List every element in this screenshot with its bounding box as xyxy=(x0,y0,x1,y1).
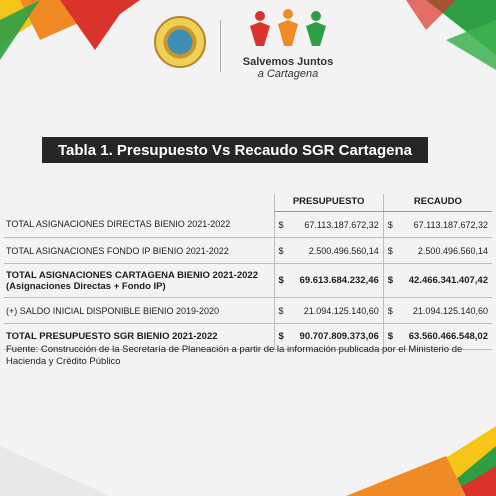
bottom-right-decoration xyxy=(326,426,496,496)
source-note: Fuente: Construcción de la Secretaría de Planeación a partir de la información publicada por el Ministerio de Hacienda y Crédito Público xyxy=(6,344,463,367)
recaudo-value: 63.560.466.548,02 xyxy=(397,324,492,350)
currency-symbol: $ xyxy=(383,298,397,324)
table-row xyxy=(4,212,492,238)
people-figures-icon xyxy=(244,6,334,54)
table-row xyxy=(4,264,492,298)
table-row xyxy=(4,298,492,324)
currency-symbol: $ xyxy=(274,264,288,298)
currency-symbol: $ xyxy=(383,238,397,264)
currency-symbol: $ xyxy=(383,324,397,350)
presupuesto-value: 2.500.496.560,14 xyxy=(288,238,383,264)
recaudo-value: 21.094.125.140,60 xyxy=(397,298,492,324)
table-header-row xyxy=(4,194,492,212)
top-right-decoration xyxy=(386,0,496,70)
logo-divider xyxy=(220,20,221,72)
cartagena-seal-icon xyxy=(154,16,206,68)
currency-symbol: $ xyxy=(274,212,288,238)
brand-name: Salvemos Juntos xyxy=(242,56,334,68)
presupuesto-value: 69.613.684.232,46 xyxy=(288,264,383,298)
row-label-group xyxy=(4,264,274,298)
column-header-presupuesto: PRESUPUESTO xyxy=(274,194,383,212)
table-title: Tabla 1. Presupuesto Vs Recaudo SGR Cartagena xyxy=(42,137,428,163)
header-blank xyxy=(4,194,274,212)
presupuesto-value: 90.707.809.373,06 xyxy=(288,324,383,350)
row-label: (+) SALDO INICIAL DISPONIBLE BIENIO 2019-2020 xyxy=(4,298,274,324)
row-label: TOTAL ASIGNACIONES FONDO IP BIENIO 2021-2022 xyxy=(4,238,274,264)
recaudo-value: 2.500.496.560,14 xyxy=(397,238,492,264)
recaudo-value: 42.466.341.407,42 xyxy=(397,264,492,298)
top-left-decoration xyxy=(0,0,140,60)
bottom-left-decoration xyxy=(0,426,120,496)
column-header-recaudo: RECAUDO xyxy=(383,194,492,212)
table-row xyxy=(4,238,492,264)
recaudo-value: 67.113.187.672,32 xyxy=(397,212,492,238)
presupuesto-value: 21.094.125.140,60 xyxy=(288,298,383,324)
currency-symbol: $ xyxy=(383,212,397,238)
header-logos xyxy=(150,6,350,86)
currency-symbol: $ xyxy=(274,298,288,324)
budget-table xyxy=(4,194,492,350)
row-sublabel: (Asignaciones Directas + Fondo IP) xyxy=(6,280,166,292)
brand-tagline: a Cartagena xyxy=(257,68,319,80)
row-label: TOTAL PRESUPUESTO SGR BIENIO 2021-2022 xyxy=(4,324,274,350)
currency-symbol: $ xyxy=(383,264,397,298)
currency-symbol: $ xyxy=(274,238,288,264)
currency-symbol: $ xyxy=(274,324,288,350)
row-label: TOTAL ASIGNACIONES DIRECTAS BIENIO 2021-2022 xyxy=(4,212,274,238)
row-label: TOTAL ASIGNACIONES CARTAGENA BIENIO 2021-2022 xyxy=(6,269,258,281)
presupuesto-value: 67.113.187.672,32 xyxy=(288,212,383,238)
